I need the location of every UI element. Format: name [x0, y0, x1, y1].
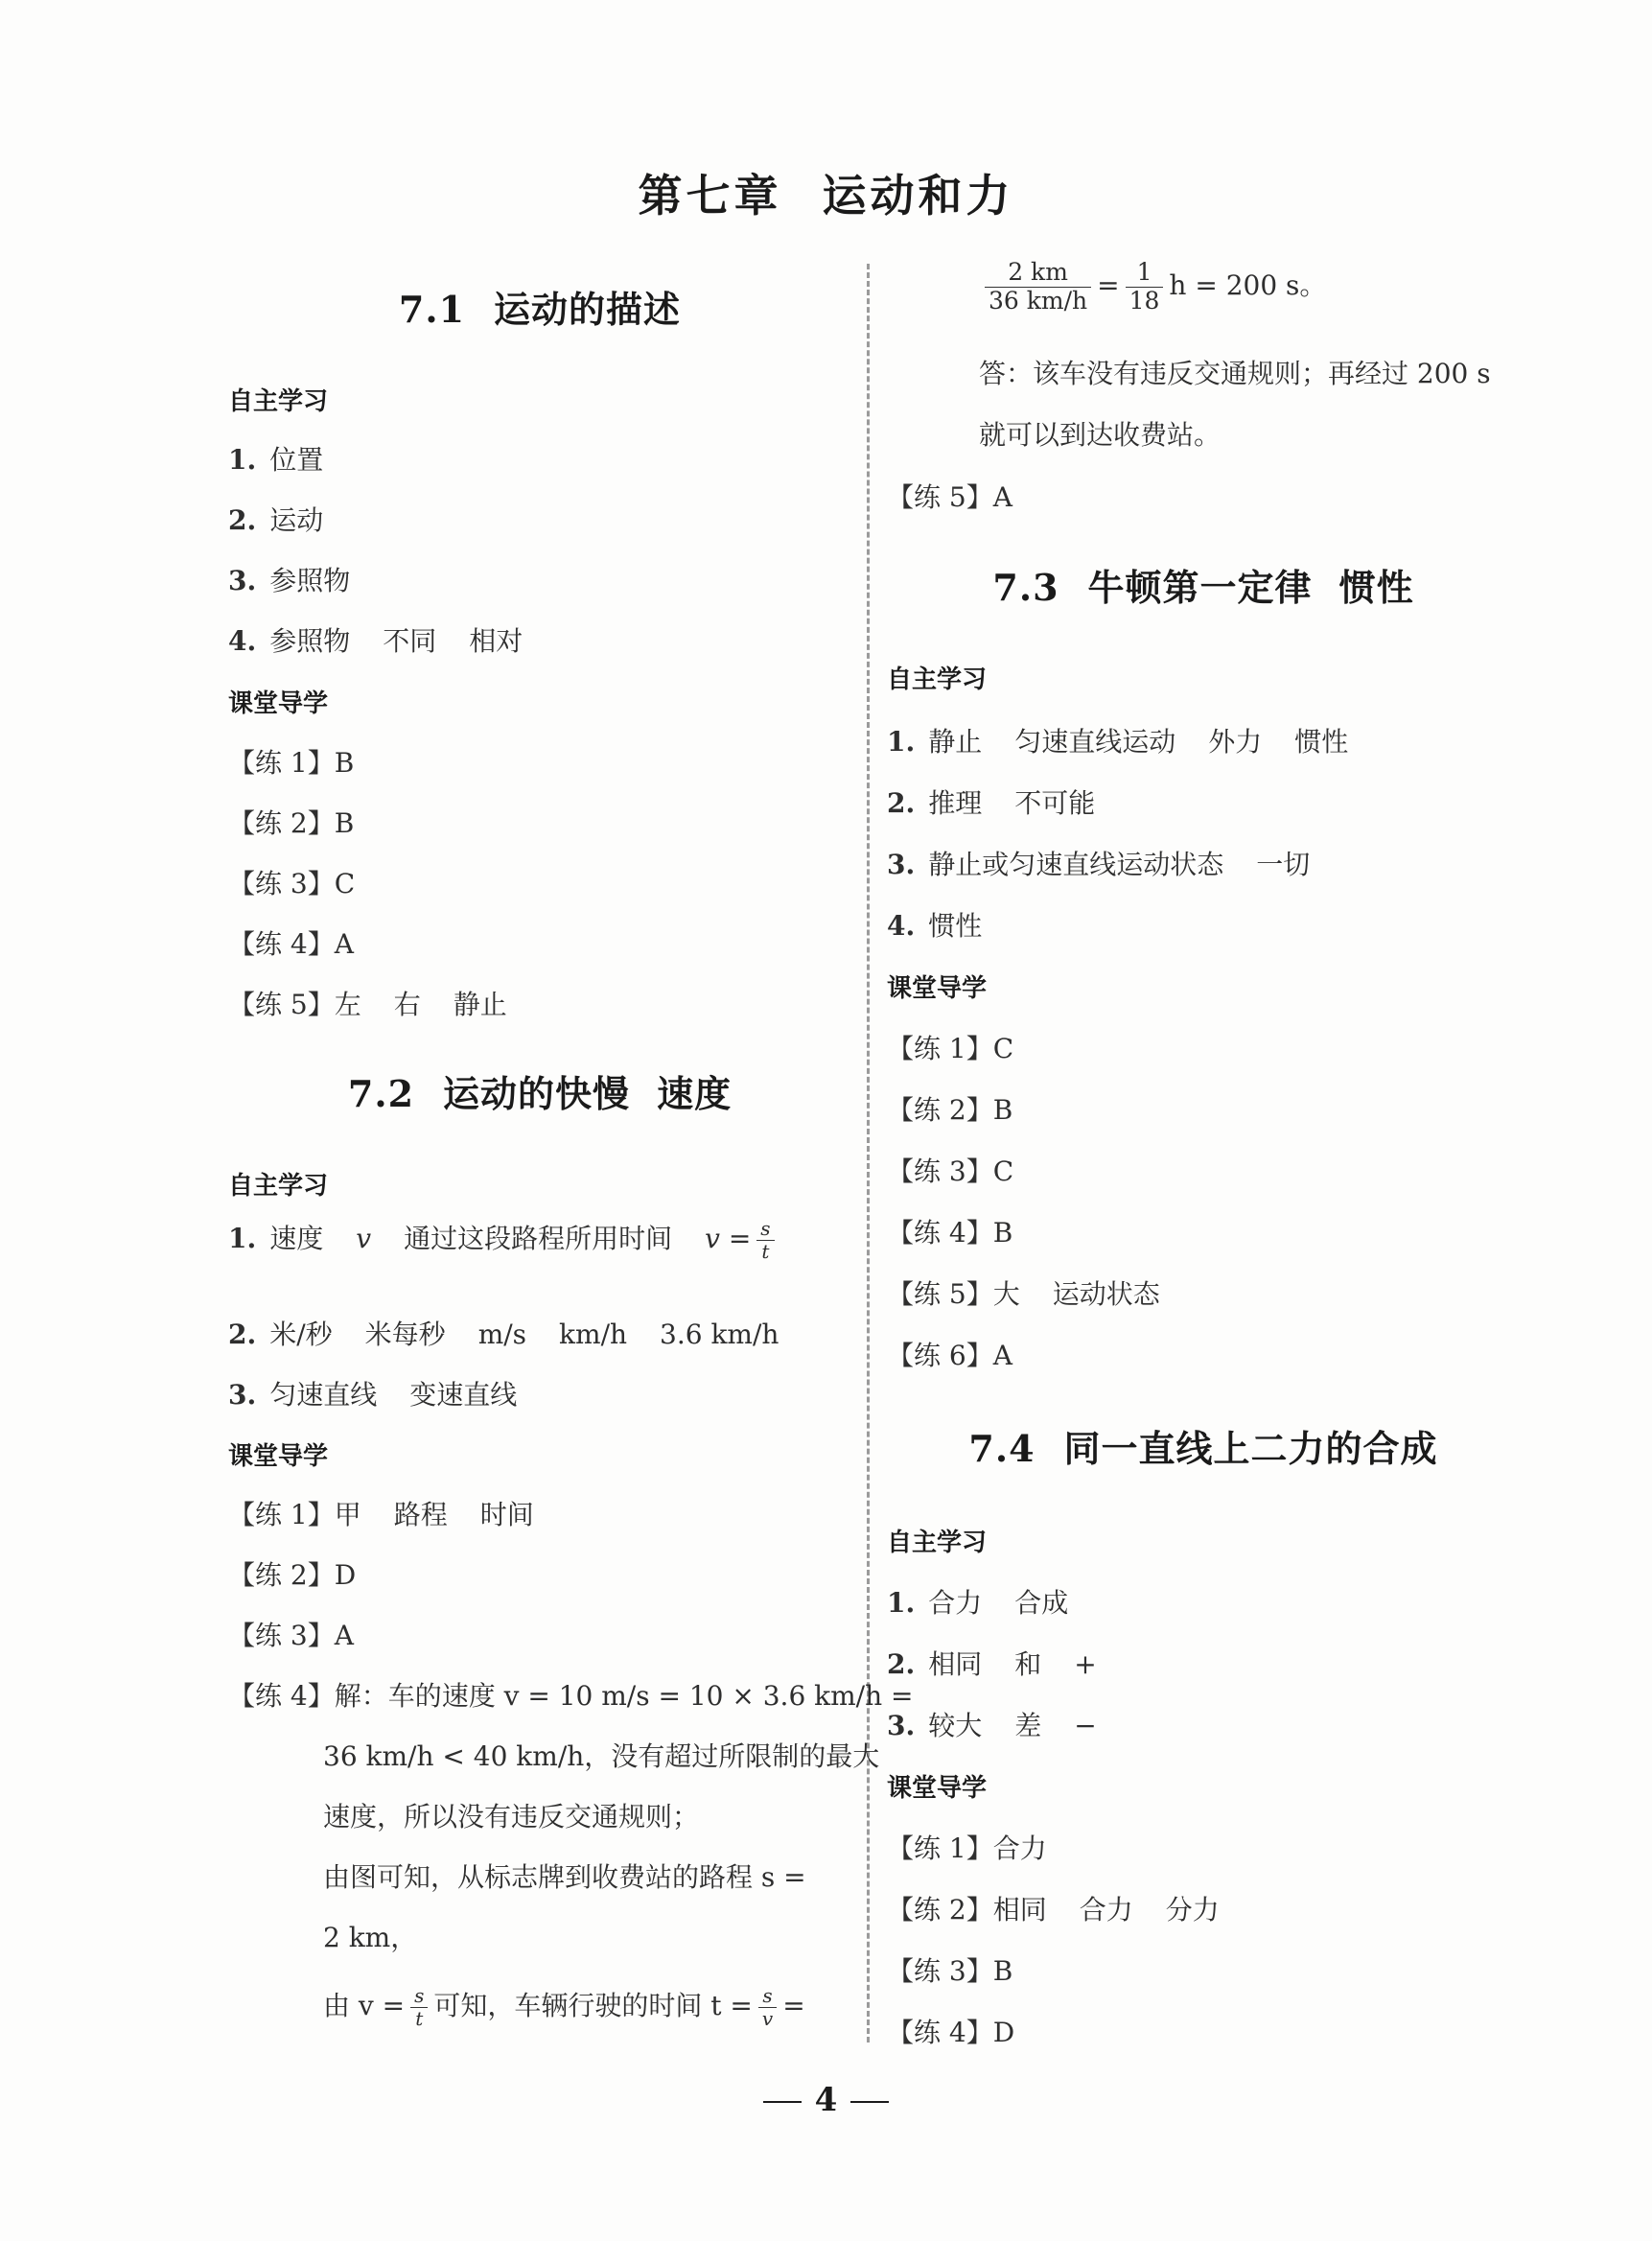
solution-line: $\frac{2 km}{36 km/h}$ = $\frac{1}{18}$ h = 200 s。	[979, 259, 1326, 315]
list-item: 4. 参照物 不同 相对	[228, 625, 524, 657]
section-7-2-title: 7.2 运动的快慢 速度	[347, 1072, 733, 1115]
exercise-item: 【练 3】C	[228, 868, 356, 899]
exercise-item: 【练 5】大 运动状态	[887, 1278, 1160, 1310]
list-item: 2. 相同 和 +	[887, 1648, 1097, 1680]
list-item: 3. 匀速直线 变速直线	[228, 1379, 518, 1411]
section-7-3-title: 7.3 牛顿第一定律 惯性	[992, 566, 1414, 609]
section-7-4-title: 7.4 同一直线上二力的合成	[968, 1427, 1438, 1470]
exercise-item: 【练 4】解：车的速度 v = 10 m/s = 10 × 3.6 km/h =	[228, 1680, 914, 1712]
exercise-item: 【练 1】C	[887, 1033, 1014, 1064]
class-guide-label: 课堂导学	[228, 1442, 329, 1471]
exercise-item: 【练 1】合力	[887, 1832, 1047, 1864]
answer-line: 就可以到达收费站。	[979, 419, 1222, 451]
list-item: 1. 速度 v 通过这段路程所用时间 v = $\frac{s}{t}$	[228, 1218, 780, 1263]
list-item: 1. 合力 合成	[887, 1587, 1069, 1619]
self-study-label: 自主学习	[228, 387, 329, 416]
section-7-1-title: 7.1 运动的描述	[398, 288, 682, 331]
list-item: 2. 米/秒 米每秒 m/s km/h 3.6 km/h	[228, 1319, 779, 1350]
list-item: 4. 惯性	[887, 910, 983, 942]
solution-line: 速度，所以没有违反交通规则；	[323, 1801, 700, 1832]
class-guide-label: 课堂导学	[887, 1774, 988, 1803]
list-item: 2. 运动	[228, 504, 324, 536]
chapter-prefix: 第七章	[638, 170, 782, 222]
column-divider	[867, 264, 870, 2043]
self-study-label: 自主学习	[228, 1172, 329, 1201]
chapter-title	[0, 161, 1652, 224]
exercise-item: 【练 3】B	[887, 1955, 1013, 1987]
exercise-item: 【练 2】相同 合力 分力	[887, 1894, 1220, 1926]
solution-line: 36 km/h < 40 km/h，没有超过所限制的最大	[323, 1740, 880, 1772]
chapter-name: 运动和力	[822, 170, 1014, 222]
self-study-label: 自主学习	[887, 1529, 988, 1557]
class-guide-label: 课堂导学	[887, 974, 988, 1003]
list-item: 2. 推理 不可能	[887, 787, 1096, 819]
exercise-item: 【练 1】B	[228, 747, 355, 779]
exercise-item: 【练 5】A	[887, 481, 1012, 513]
exercise-item: 【练 5】左 右 静止	[228, 989, 507, 1020]
list-item: 3. 较大 差 −	[887, 1710, 1097, 1741]
exercise-item: 【练 2】B	[228, 807, 355, 839]
list-item: 1. 静止 匀速直线运动 外力 惯性	[887, 726, 1349, 758]
exercise-item: 【练 3】C	[887, 1156, 1014, 1187]
exercise-item: 【练 1】甲 路程 时间	[228, 1499, 534, 1530]
exercise-item: 【练 4】A	[228, 928, 354, 960]
answer-line: 答：该车没有违反交通规则；再经过 200 s	[979, 358, 1491, 389]
list-item: 1. 位置	[228, 444, 324, 476]
exercise-item: 【练 6】A	[887, 1340, 1012, 1371]
list-item: 3. 静止或匀速直线运动状态 一切	[887, 849, 1311, 880]
exercise-item: 【练 3】A	[228, 1620, 354, 1651]
solution-line: 由图可知，从标志牌到收费站的路程 s =	[323, 1861, 806, 1893]
exercise-item: 【练 2】B	[887, 1094, 1013, 1126]
self-study-label: 自主学习	[887, 665, 988, 694]
page-number: 4	[0, 2081, 1652, 2119]
list-item: 3. 参照物	[228, 565, 351, 596]
class-guide-label: 课堂导学	[228, 689, 329, 718]
exercise-item: 【练 4】D	[887, 2017, 1015, 2048]
solution-line: 由 v = $\frac{s}{t}$ 可知，车辆行驶的时间 t = $\frac{s}{v}$ =	[323, 1984, 805, 2030]
exercise-item: 【练 4】B	[887, 1217, 1013, 1249]
exercise-item: 【练 2】D	[228, 1559, 357, 1591]
solution-line: 2 km，	[323, 1922, 418, 1953]
